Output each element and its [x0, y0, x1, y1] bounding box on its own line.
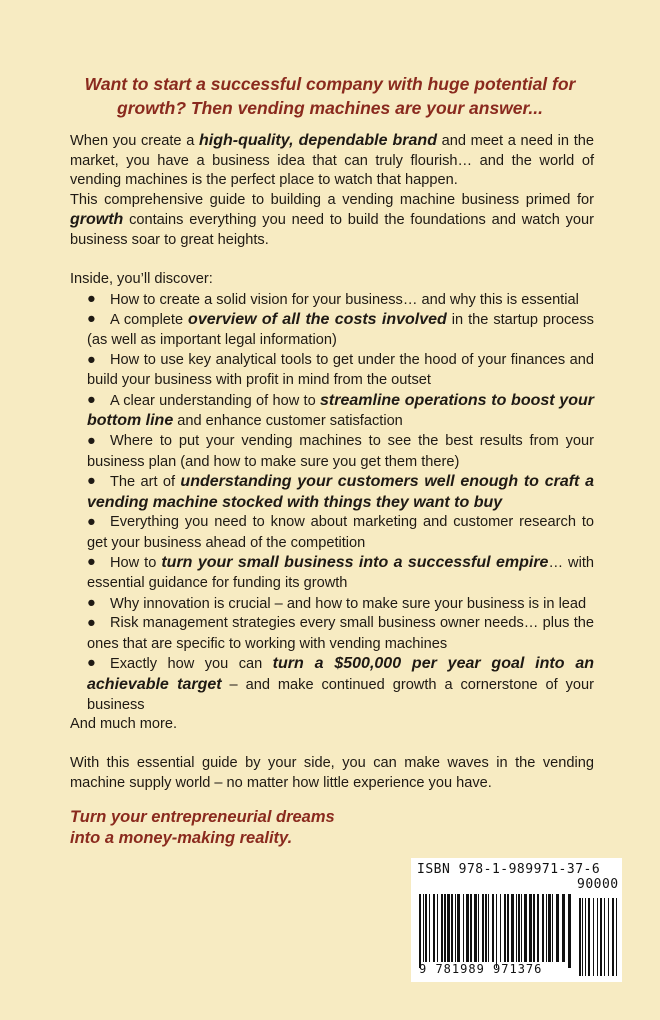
bullet-dot-icon: ●: [87, 594, 96, 611]
bullet-item: [70, 310, 594, 350]
closing-line-1: Turn your entrepreneurial dreams: [70, 808, 335, 826]
bullet-item: [70, 472, 594, 513]
bullet-text-a: How to: [110, 555, 162, 572]
bullet-dot-icon: ●: [87, 514, 96, 531]
bullet-item: [70, 432, 594, 472]
isbn-barcode: [411, 858, 622, 982]
intro2-text-a: This comprehensive guide to building a vending machine business primed for: [70, 191, 594, 208]
bullet-dot-icon: ●: [87, 311, 96, 328]
inside-label: Inside, you’ll discover:: [70, 271, 213, 288]
bullet-text-b: turn your small business into a successful empire: [161, 554, 549, 572]
bullet-text-b: understanding your customers well enough to craft a vending machine stocked with things they want to buy: [87, 473, 595, 511]
bullet-text-b: turn a $500,000 per year goal into an achievable target: [87, 655, 594, 694]
bullet-item: [70, 513, 594, 553]
bullet-item: [70, 290, 594, 311]
bullet-text-c: … with essential guidance for funding its growth: [87, 555, 594, 592]
bullet-dot-icon: ●: [87, 615, 96, 632]
closing-tagline: [70, 807, 470, 849]
bullet-text-a: A complete: [110, 312, 189, 329]
and-more-text: And much more.: [70, 716, 178, 733]
bullet-text-a: How to create a solid vision for your business… and why this is essential: [110, 291, 579, 308]
bullet-text-b: overview of all the costs involved: [188, 311, 447, 329]
bullet-item: [70, 594, 594, 615]
bullet-dot-icon: ●: [87, 473, 96, 490]
bullet-text-a: A clear understanding of how to: [110, 392, 321, 409]
price-code: 90000: [577, 877, 619, 892]
bullet-dot-icon: ●: [87, 432, 96, 449]
bullet-dot-icon: ●: [87, 351, 96, 368]
bullet-text-c: in the startup process (as well as important legal information): [87, 312, 594, 348]
bullet-text-a: Where to put your vending machines to see the best results from your business plan (and how to make sure you get them there): [87, 432, 594, 470]
intro1-emphasis: high-quality, dependable brand: [199, 132, 437, 149]
closing-line-2: into a money-making reality.: [70, 829, 293, 847]
intro1-text-a: When you create a: [70, 133, 199, 149]
bullet-item: [70, 654, 594, 715]
bullet-text-b: streamline operations to boost your bottom line: [87, 391, 594, 430]
bullet-dot-icon: ●: [87, 391, 96, 408]
description-body: [70, 131, 594, 794]
bullet-text-a: Risk management strategies every small business owner needs… plus the ones that are specific to working with vending machines: [87, 615, 594, 652]
bullet-item: [70, 391, 594, 432]
intro1-text-c: and meet a need in the market, you have a business idea that can truly flourish… and the world of vending machines is the perfect place to watch that happen.: [70, 133, 594, 189]
ean-digits: 9 781989 971376: [419, 962, 543, 976]
bullet-list: [70, 290, 594, 715]
bullet-text-a: How to use key analytical tools to get under the hood of your finances and build your business with profit in mind from the outset: [87, 351, 594, 389]
intro2-emphasis: growth: [70, 211, 124, 229]
bullet-text-c: – and make continued growth a cornerstone of your business: [87, 677, 594, 713]
headline: Want to start a successful company with huge potential for growth? Then vending machines are your answer...: [84, 74, 576, 118]
isbn-label: ISBN 978-1-989971-37-6: [417, 862, 601, 877]
bullet-text-a: Exactly how you can: [110, 656, 273, 673]
bullet-item: [70, 351, 594, 391]
bullet-text-a: Everything you need to know about marketing and customer research to get your business ahead of the competition: [87, 514, 594, 551]
outro-paragraph: With this essential guide by your side, you can make waves in the vending machine supply world – no matter how little experience you have.: [70, 755, 594, 791]
bullet-dot-icon: ●: [87, 290, 96, 307]
bullet-item: [70, 553, 594, 593]
bullet-text-a: Why innovation is crucial – and how to make sure your business is in lead: [110, 595, 587, 612]
bullet-dot-icon: ●: [87, 554, 96, 571]
bullet-item: [70, 614, 594, 654]
intro-paragraph-2: [70, 191, 594, 251]
bullet-dot-icon: ●: [87, 655, 96, 672]
intro-paragraph-1: [70, 131, 594, 191]
intro2-text-c: contains everything you need to build the foundations and watch your business soar to great heights.: [70, 212, 594, 248]
bullet-text-c: and enhance customer satisfaction: [173, 413, 403, 430]
bullet-text-a: The art of: [110, 474, 181, 491]
